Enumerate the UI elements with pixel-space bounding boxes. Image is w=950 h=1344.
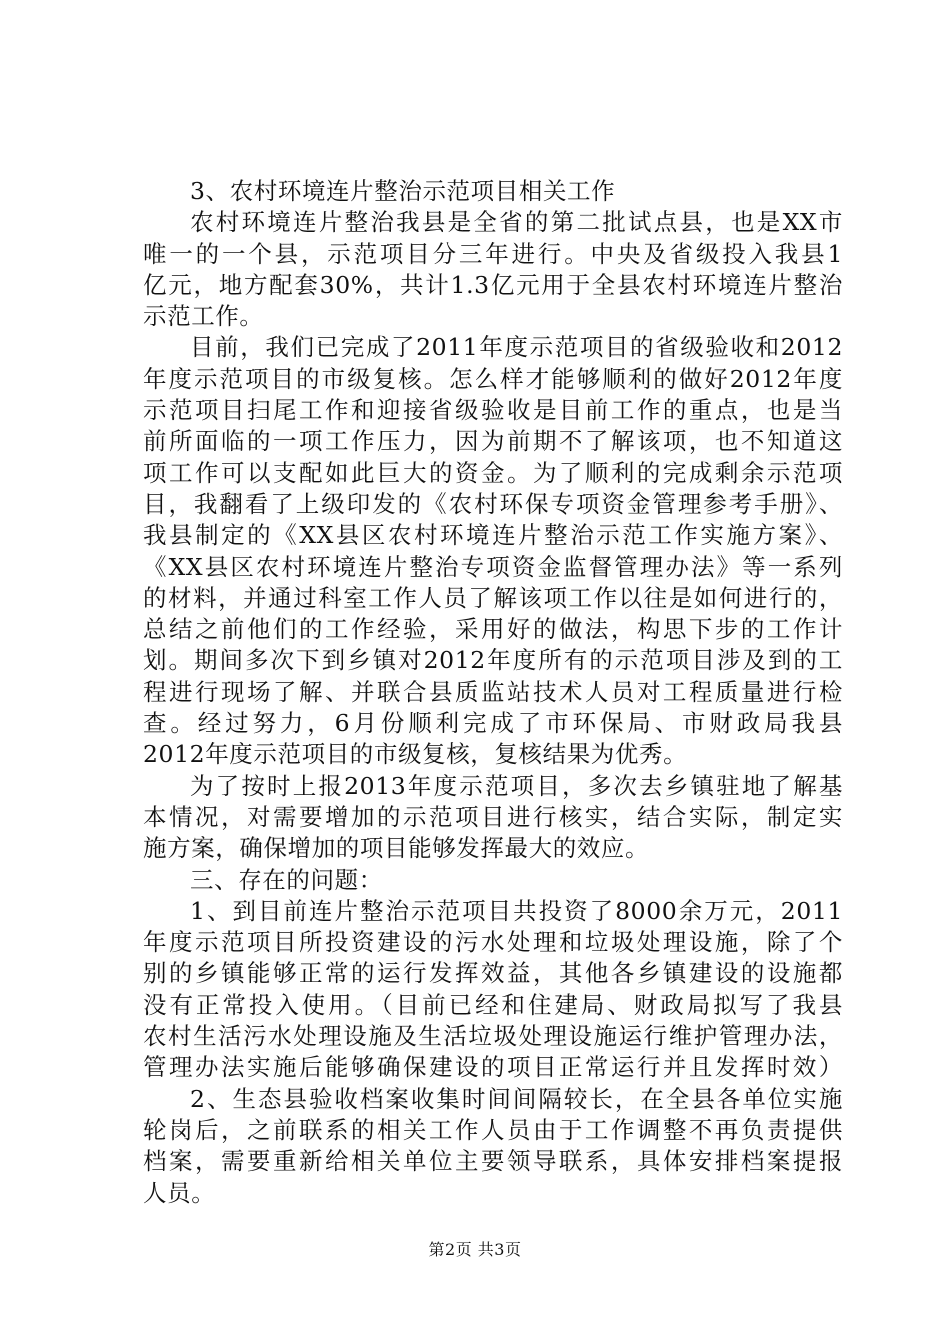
text-line: 农村环境连片整治我县是全省的第二批试点县，也是XX市 xyxy=(190,208,843,237)
text-line: 目，我翻看了上级印发的《农村环保专项资金管理参考手册》、 xyxy=(143,489,843,518)
text-line: 唯一的一个县，示范项目分三年进行。中央及省级投入我县1 xyxy=(143,239,843,268)
text-line: 年度示范项目所投资建设的污水处理和垃圾处理设施，除了个 xyxy=(143,928,843,957)
text-line: 示范工作。 xyxy=(143,302,264,331)
text-line: 我县制定的《XX县区农村环境连片整治示范工作实施方案》、 xyxy=(143,521,843,550)
text-line: 轮岗后，之前联系的相关工作人员由于工作调整不再负责提供 xyxy=(143,1115,843,1144)
text-line: 《XX县区农村环境连片整治专项资金监督管理办法》等一系列 xyxy=(143,552,843,581)
text-line: 划。期间多次下到乡镇对2012年度所有的示范项目涉及到的工 xyxy=(143,646,843,675)
text-line: 农村生活污水处理设施及生活垃圾处理设施运行维护管理办法， xyxy=(143,1022,843,1051)
page-footer: 第2页 共3页 xyxy=(428,1240,522,1259)
text-line: 三、存在的问题： xyxy=(190,865,383,894)
text-line: 项工作可以支配如此巨大的资金。为了顺利的完成剩余示范项 xyxy=(143,458,843,487)
text-line: 人员。 xyxy=(143,1178,216,1207)
text-line: 2、生态县验收档案收集时间间隔较长，在全县各单位实施 xyxy=(190,1084,843,1113)
text-line: 没有正常投入使用。（目前已经和住建局、财政局拟写了我县 xyxy=(143,990,843,1019)
text-line: 目前，我们已完成了2011年度示范项目的省级验收和2012 xyxy=(190,333,843,362)
text-line: 亿元，地方配套30%，共计1.3亿元用于全县农村环境连片整治 xyxy=(143,270,843,299)
text-line: 3、农村环境连片整治示范项目相关工作 xyxy=(190,177,616,205)
text-line: 为了按时上报2013年度示范项目，多次去乡镇驻地了解基 xyxy=(190,771,843,800)
text-line: 施方案，确保增加的项目能够发挥最大的效应。 xyxy=(143,834,650,863)
text-line: 本情况，对需要增加的示范项目进行核实，结合实际，制定实 xyxy=(143,802,843,831)
text-line: 2012年度示范项目的市级复核，复核结果为优秀。 xyxy=(143,740,688,769)
text-line: 档案，需要重新给相关单位主要领导联系，具体安排档案提报 xyxy=(143,1147,843,1176)
document-body xyxy=(143,176,843,1209)
text-line: 程进行现场了解、并联合县质监站技术人员对工程质量进行检 xyxy=(143,677,843,706)
text-line: 别的乡镇能够正常的运行发挥效益，其他各乡镇建设的设施都 xyxy=(143,959,843,988)
text-line: 年度示范项目的市级复核。怎么样才能够顺利的做好2012年度 xyxy=(143,364,843,393)
text-line: 1、到目前连片整治示范项目共投资了8000余万元，2011 xyxy=(190,896,843,925)
text-line: 管理办法实施后能够确保建设的项目正常运行并且发挥时效） xyxy=(143,1053,843,1082)
text-line: 总结之前他们的工作经验，采用好的做法，构思下步的工作计 xyxy=(143,615,843,644)
text-line: 查。经过努力，6月份顺利完成了市环保局、市财政局我县 xyxy=(143,709,843,738)
text-line: 的材料，并通过科室工作人员了解该项工作以往是如何进行的， xyxy=(143,583,843,612)
text-line: 前所面临的一项工作压力，因为前期不了解该项，也不知道这 xyxy=(143,427,843,456)
text-line: 示范项目扫尾工作和迎接省级验收是目前工作的重点，也是当 xyxy=(143,396,843,425)
